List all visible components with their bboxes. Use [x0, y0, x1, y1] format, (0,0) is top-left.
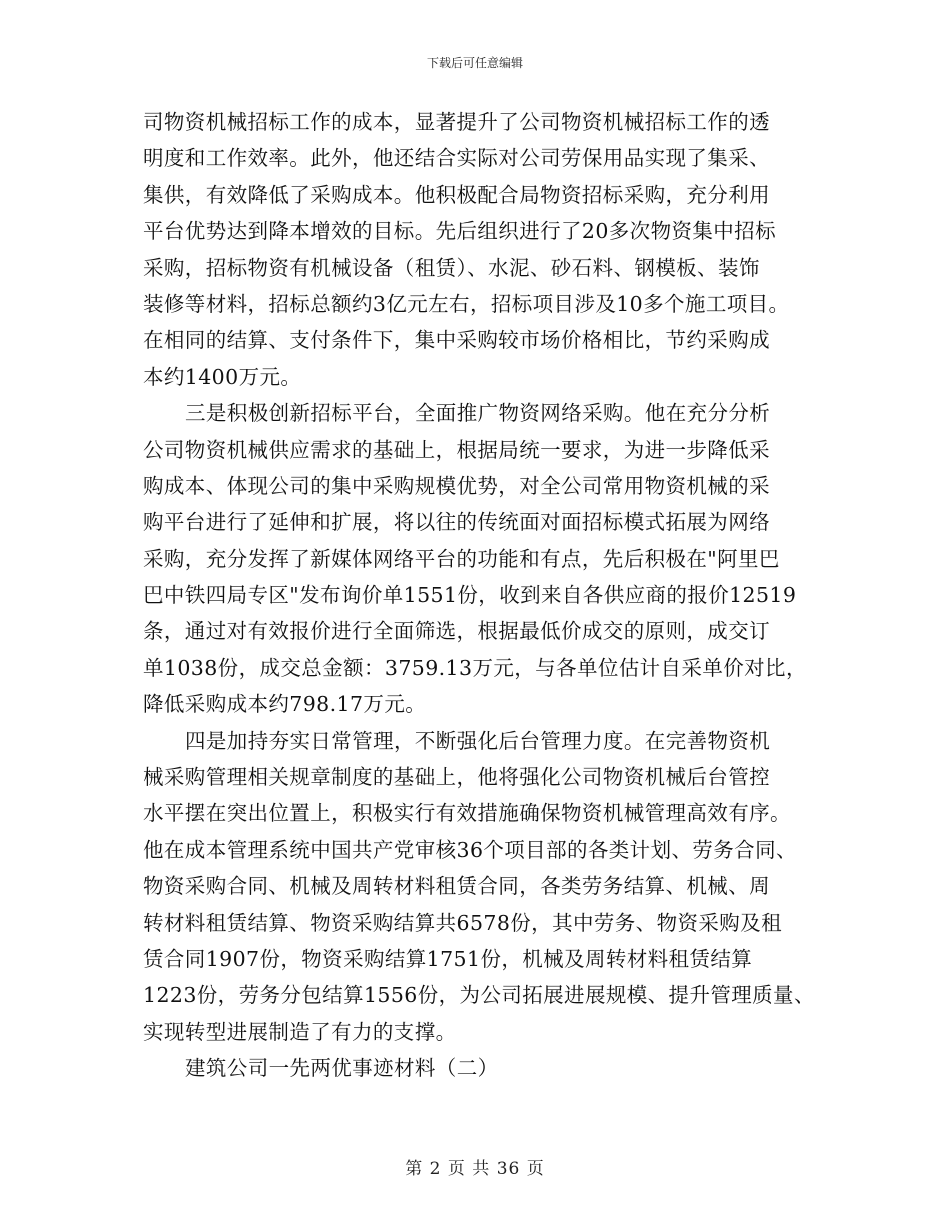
body-text-line: 集供，有效降低了采购成本。他积极配合局物资招标采购，充分利用	[143, 182, 770, 207]
body-text-line: 在相同的结算、支付条件下，集中采购较市场价格相比，节约采购成	[143, 328, 770, 353]
body-text-line: 装修等材料，招标总额约3亿元左右，招标项目涉及10多个施工项目。	[143, 291, 790, 316]
paragraph-start-line: 建筑公司一先两优事迹材料（二）	[185, 1056, 499, 1081]
body-text-line: 转材料租赁结算、物资采购结算共6578份，其中劳务、物资采购及租	[143, 910, 782, 935]
body-text-line: 公司物资机械供应需求的基础上，根据局统一要求，为进一步降低采	[143, 437, 770, 462]
paragraph-start-line: 三是积极创新招标平台，全面推广物资网络采购。他在充分分析	[185, 401, 771, 426]
body-text-line: 采购，充分发挥了新媒体网络平台的功能和有点，先后积极在"阿里巴	[143, 546, 780, 571]
document-body	[143, 104, 823, 1087]
page-header: 下载后可任意编辑	[426, 56, 523, 70]
page-footer: 第 2 页 共 36 页	[405, 1159, 545, 1179]
body-text-line: 1223份，劳务分包结算1556份，为公司拓展进展规模、提升管理质量、	[143, 983, 815, 1008]
body-text-line: 物资采购合同、机械及周转材料租赁合同，各类劳务结算、机械、周	[143, 874, 770, 899]
body-text-line: 本约1400万元。	[143, 364, 302, 389]
body-text-line: 条，通过对有效报价进行全面筛选，根据最低价成交的原则，成交订	[143, 619, 770, 644]
body-text-line: 他在成本管理系统中国共产党审核36个项目部的各类计划、劳务合同、	[143, 837, 797, 862]
body-text-line: 购平台进行了延伸和扩展，将以往的传统面对面招标模式拓展为网络	[143, 510, 770, 535]
body-text-line: 械采购管理相关规章制度的基础上，他将强化公司物资机械后台管控	[143, 765, 770, 790]
paragraph-start-line: 四是加持夯实日常管理，不断强化后台管理力度。在完善物资机	[185, 728, 771, 753]
body-text-line: 明度和工作效率。此外，他还结合实际对公司劳保用品实现了集采、	[143, 146, 770, 171]
body-text-line: 巴中铁四局专区"发布询价单1551份，收到来自各供应商的报价12519	[143, 583, 797, 608]
body-text-line: 平台优势达到降本增效的目标。先后组织进行了20多次物资集中招标	[143, 219, 776, 244]
body-text-line: 单1038份，成交总金额：3759.13万元，与各单位估计自采单价对比，	[143, 655, 807, 680]
body-text-line: 购成本、体现公司的集中采购规模优势，对全公司常用物资机械的采	[143, 473, 770, 498]
body-text-line: 赁合同1907份，物资采购结算1751份，机械及周转材料租赁结算	[143, 946, 753, 971]
body-text-line: 实现转型进展制造了有力的支撑。	[143, 1019, 457, 1044]
body-text-line: 司物资机械招标工作的成本，显著提升了公司物资机械招标工作的透	[143, 110, 770, 134]
body-text-line: 降低采购成本约798.17万元。	[143, 692, 427, 717]
body-text-line: 采购，招标物资有机械设备（租赁）、水泥、砂石料、钢模板、装饰	[143, 255, 760, 280]
body-text-line: 水平摆在突出位置上，积极实行有效措施确保物资机械管理高效有序。	[143, 801, 791, 826]
